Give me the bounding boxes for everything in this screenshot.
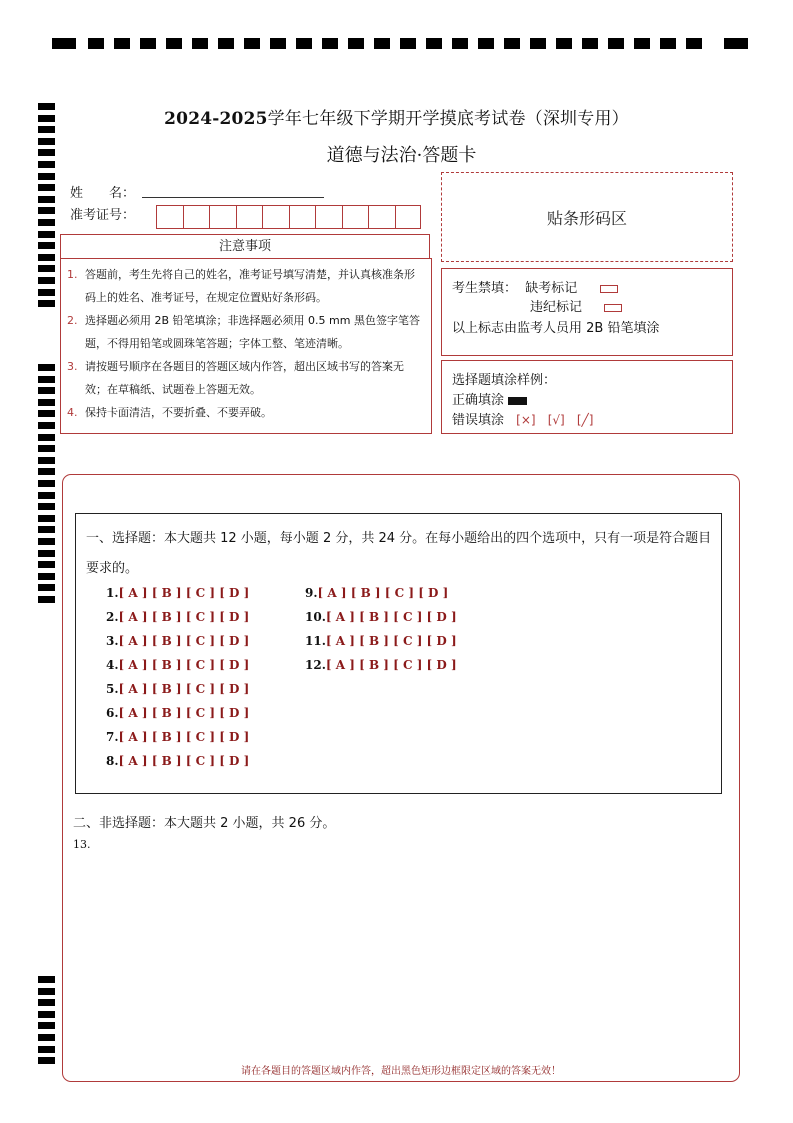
mcq-question-3[interactable] [106, 634, 249, 648]
answer-options[interactable]: [ A ] [ B ] [ C ] [ D ] [325, 610, 457, 624]
timing-mark [38, 289, 55, 296]
timing-mark [322, 38, 338, 49]
timing-mark [400, 38, 416, 49]
mcq-question-10[interactable] [305, 610, 457, 624]
timing-mark [38, 515, 55, 522]
barcode-label: 贴条形码区 [546, 208, 627, 228]
timing-mark [38, 387, 55, 394]
section2-title: 二、非选择题：本大题共 2 小题，共 26 分。 [73, 816, 336, 831]
timing-mark [244, 38, 260, 49]
exam-id-boxes[interactable] [156, 205, 421, 229]
timing-mark [38, 184, 55, 191]
timing-mark [38, 457, 55, 464]
timing-mark [660, 38, 676, 49]
id-digit-box[interactable] [368, 205, 395, 229]
fill-sample-box [441, 360, 733, 434]
answer-options[interactable]: [ A ] [ B ] [ C ] [ D ] [118, 682, 250, 696]
id-digit-box[interactable] [289, 205, 316, 229]
question-number: 5. [106, 682, 119, 696]
mcq-question-1[interactable] [106, 586, 249, 600]
question-number: 11. [305, 634, 326, 648]
multiple-choice-box [75, 513, 722, 794]
id-digit-box[interactable] [183, 205, 210, 229]
timing-mark [38, 364, 55, 371]
timing-mark [38, 503, 55, 510]
timing-mark [724, 38, 748, 49]
mcq-question-4[interactable] [106, 658, 249, 672]
timing-mark [556, 38, 572, 49]
timing-mark [38, 410, 55, 417]
forbid-label: 考生禁填： [452, 281, 518, 296]
timing-mark [38, 988, 55, 995]
timing-mark [38, 399, 55, 406]
footer-note: 请在各题目的答题区域内作答，超出黑色矩形边框限定区域的答案无效！ [241, 1066, 561, 1077]
answer-options[interactable]: [ A ] [ B ] [ C ] [ D ] [317, 586, 449, 600]
title-year: 2024-2025 [164, 109, 268, 129]
violation-label: 违纪标记 [530, 300, 583, 315]
timing-mark [38, 207, 55, 214]
absent-label: 缺考标记 [525, 281, 578, 296]
invigilator-marks-box [441, 268, 733, 356]
timing-mark [38, 445, 55, 452]
timing-mark [38, 1057, 55, 1064]
answer-options[interactable]: [ A ] [ B ] [ C ] [ D ] [118, 658, 250, 672]
timing-mark [530, 38, 546, 49]
wrong-mark-cross: [×] [516, 413, 536, 427]
notice-box [60, 258, 432, 434]
timing-mark [426, 38, 442, 49]
mcq-question-12[interactable] [305, 658, 457, 672]
timing-mark [348, 38, 364, 49]
top-timing-marks [52, 38, 748, 50]
timing-mark [38, 526, 55, 533]
timing-mark [140, 38, 156, 49]
timing-mark [38, 422, 55, 429]
id-label: 准考证号： [70, 208, 136, 223]
filled-sample-mark [508, 397, 527, 405]
timing-mark [38, 584, 55, 591]
sample-label: 选择题填涂样例： [452, 373, 557, 388]
timing-mark [38, 231, 55, 238]
timing-mark [38, 434, 55, 441]
question-number: 8. [106, 754, 119, 768]
violation-mark-box[interactable] [604, 304, 622, 312]
barcode-area [441, 172, 733, 262]
timing-mark [296, 38, 312, 49]
mcq-question-6[interactable] [106, 706, 249, 720]
question-number: 9. [305, 586, 318, 600]
id-digit-box[interactable] [236, 205, 263, 229]
timing-mark [38, 173, 55, 180]
mcq-question-2[interactable] [106, 610, 249, 624]
question-number: 10. [305, 610, 326, 624]
timing-mark [38, 196, 55, 203]
wrong-mark-slash: [╱] [576, 413, 594, 427]
forbid-note: 以上标志由监考人员用 2B 铅笔填涂 [452, 321, 660, 336]
mcq-question-9[interactable] [305, 586, 448, 600]
timing-mark [374, 38, 390, 49]
id-digit-box[interactable] [262, 205, 289, 229]
timing-mark [504, 38, 520, 49]
timing-mark [52, 38, 76, 49]
timing-mark [38, 976, 55, 983]
question-number: 2. [106, 610, 119, 624]
timing-mark [38, 561, 55, 568]
section1-description: 一、选择题：本大题共 12 小题，每小题 2 分，共 24 分。在每小题给出的四个选项中，只有一项是符合题目要求的。 [86, 531, 712, 576]
mcq-question-8[interactable] [106, 754, 249, 768]
mcq-question-5[interactable] [106, 682, 249, 696]
id-digit-box[interactable] [395, 205, 422, 229]
timing-mark [38, 1011, 55, 1018]
side-timing-marks-top [38, 103, 56, 312]
page-title [0, 104, 793, 129]
notice-item: 2. 选择题必须用 2B 铅笔填涂；非选择题必须用 0.5 mm 黑色签字笔答题，不得用铅笔或圆珠笔答题；字体工整、笔迹清晰。 [67, 314, 420, 350]
question-number: 7. [106, 730, 119, 744]
notice-heading: 注意事项 [60, 234, 430, 259]
answer-options[interactable]: [ A ] [ B ] [ C ] [ D ] [118, 610, 250, 624]
correct-fill-label: 正确填涂 [452, 393, 505, 408]
id-digit-box[interactable] [156, 205, 183, 229]
timing-mark [38, 573, 55, 580]
timing-mark [166, 38, 182, 49]
answer-options[interactable]: [ A ] [ B ] [ C ] [ D ] [118, 586, 250, 600]
question-number: 6. [106, 706, 119, 720]
timing-mark [452, 38, 468, 49]
answer-options[interactable]: [ A ] [ B ] [ C ] [ D ] [325, 634, 457, 648]
timing-mark [38, 538, 55, 545]
timing-mark [270, 38, 286, 49]
timing-mark [478, 38, 494, 49]
side-timing-marks-bottom [38, 976, 56, 1069]
notice-item: 3. 请按题号顺序在各题目的答题区域内作答，超出区域书写的答案无效；在草稿纸、试题卷上答题无效。 [67, 360, 404, 396]
timing-mark [38, 300, 55, 307]
timing-mark [38, 277, 55, 284]
timing-mark [38, 999, 55, 1006]
wrong-fill-label: 错误填涂 [452, 413, 505, 428]
question-number: 1. [106, 586, 119, 600]
timing-mark [38, 265, 55, 272]
question-number: 3. [106, 634, 119, 648]
timing-mark [38, 376, 55, 383]
id-digit-box[interactable] [342, 205, 369, 229]
timing-mark [192, 38, 208, 49]
wrong-mark-check: [√] [547, 413, 565, 427]
timing-mark [686, 38, 702, 49]
answer-options[interactable]: [ A ] [ B ] [ C ] [ D ] [118, 634, 250, 648]
absent-mark-box[interactable] [600, 285, 618, 293]
timing-mark [38, 1046, 55, 1053]
notice-item: 1. 答题前，考生先将自己的姓名，准考证号填写清楚，并认真核准条形码上的姓名、准考证号，在规定位置贴好条形码。 [67, 268, 415, 304]
answer-options[interactable]: [ A ] [ B ] [ C ] [ D ] [325, 658, 457, 672]
id-digit-box[interactable] [315, 205, 342, 229]
mcq-question-7[interactable] [106, 730, 249, 744]
question-13-label: 13. [73, 838, 91, 851]
timing-mark [218, 38, 234, 49]
timing-mark [38, 1034, 55, 1041]
answer-options[interactable]: [ A ] [ B ] [ C ] [ D ] [118, 730, 250, 744]
timing-mark [634, 38, 650, 49]
timing-mark [38, 1022, 55, 1029]
page-subtitle: 道德与法治·答题卡 [326, 145, 477, 166]
id-digit-box[interactable] [209, 205, 236, 229]
timing-mark [38, 596, 55, 603]
timing-mark [38, 242, 55, 249]
timing-mark [38, 492, 55, 499]
timing-mark [38, 468, 55, 475]
timing-mark [38, 550, 55, 557]
timing-mark [38, 219, 55, 226]
question-number: 4. [106, 658, 119, 672]
question-number: 12. [305, 658, 326, 672]
name-field[interactable] [142, 197, 324, 198]
timing-mark [38, 480, 55, 487]
title-text: 学年七年级下学期开学摸底考试卷（深圳专用） [267, 109, 629, 129]
timing-mark [88, 38, 104, 49]
answer-options[interactable]: [ A ] [ B ] [ C ] [ D ] [118, 754, 250, 768]
side-timing-marks-middle [38, 364, 56, 607]
name-label: 姓 名： [70, 186, 136, 201]
answer-options[interactable]: [ A ] [ B ] [ C ] [ D ] [118, 706, 250, 720]
timing-mark [582, 38, 598, 49]
timing-mark [608, 38, 624, 49]
timing-mark [114, 38, 130, 49]
mcq-question-11[interactable] [305, 634, 457, 648]
timing-mark [38, 254, 55, 261]
notice-item: 4. 保持卡面清洁，不要折叠、不要弄破。 [67, 406, 272, 419]
